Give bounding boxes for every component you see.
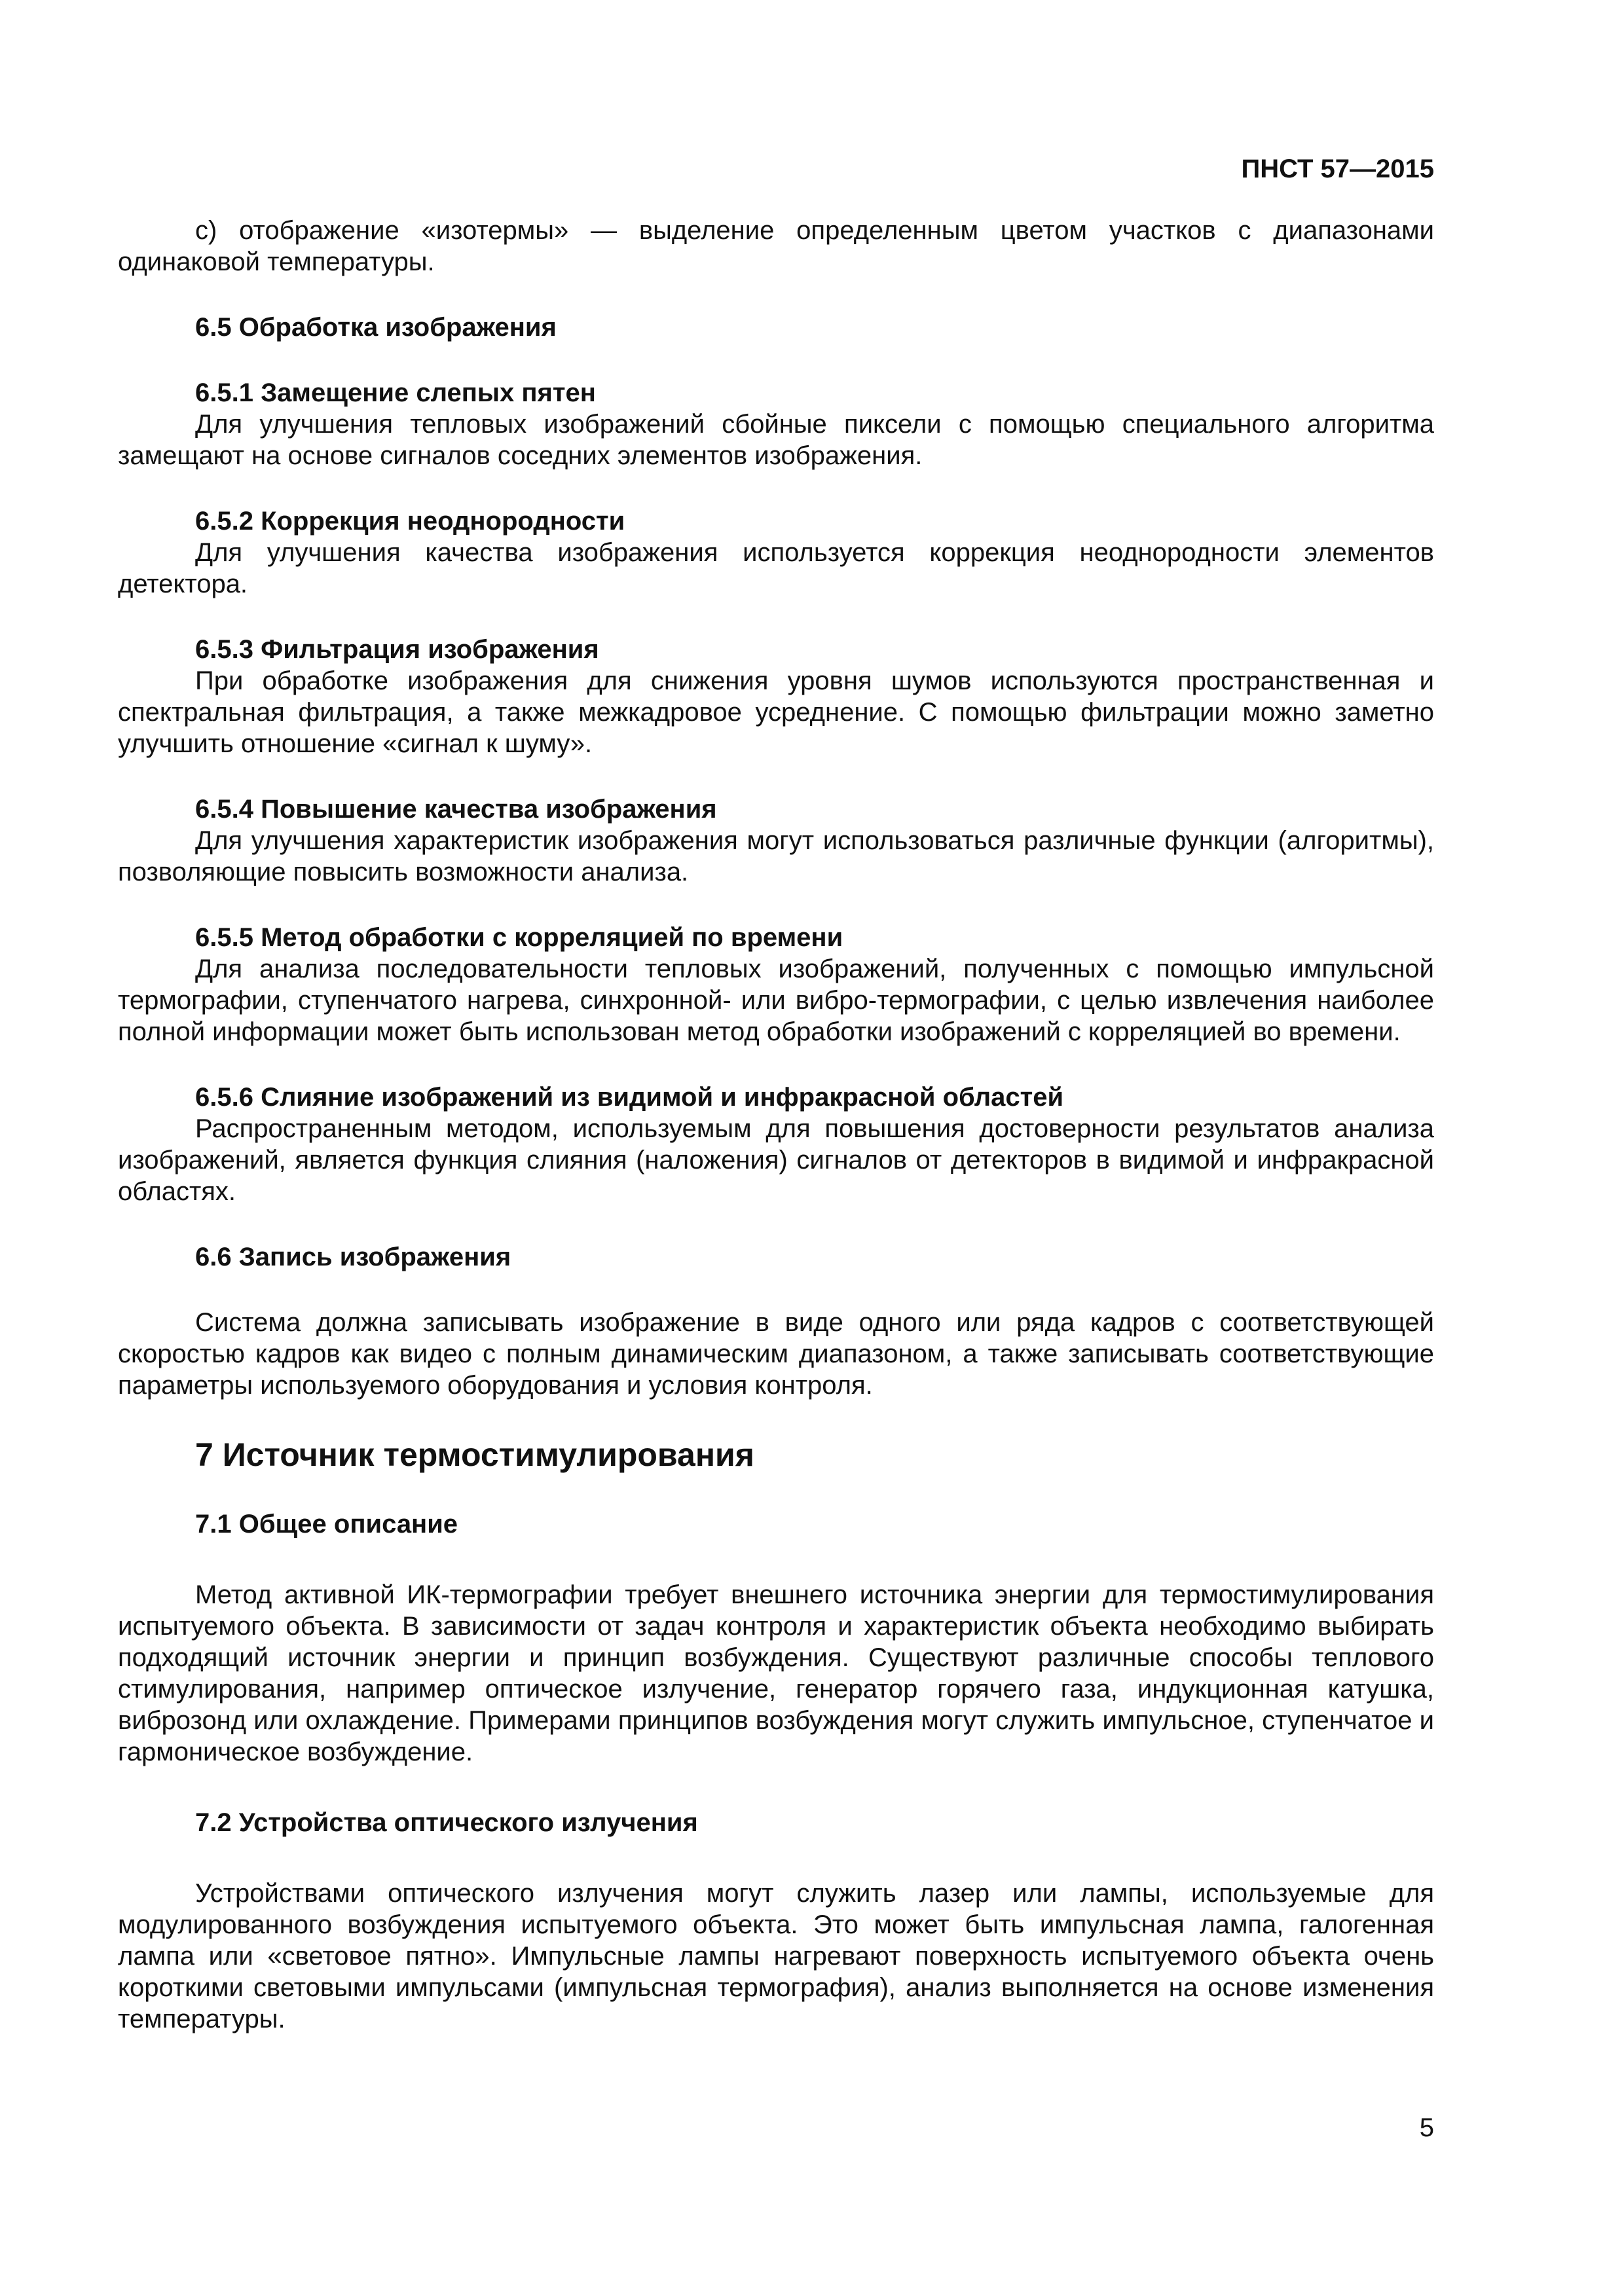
section-heading-6-5: 6.5 Обработка изображения bbox=[195, 313, 557, 342]
section-heading-6-5-1: 6.5.1 Замещение слепых пятен bbox=[195, 378, 596, 407]
document-id-header: ПНСТ 57—2015 bbox=[1241, 155, 1434, 183]
paragraph-6-5-6: Распространенным методом, используемым для повышения достоверности результатов анализа изображений, является функция слияния (наложения) сигналов от детекторов в видимой и инфракрасной областях. bbox=[118, 1114, 1434, 1206]
paragraph-7-2: Устройствами оптического излучения могут служить лазер или лампы, используемые для модулированного возбуждения испытуемого объекта. Это может быть импульсная лампа, галогенная лампа или «световое пятно». Импульсные лампы нагревают поверхность испытуемого объекта очень короткими световыми импульсами (импульсная термография), анализ выполняется на основе изменения температуры. bbox=[118, 1879, 1434, 2033]
section-heading-6-5-4: 6.5.4 Повышение качества изображения bbox=[195, 795, 717, 824]
section-heading-6-6: 6.6 Запись изображения bbox=[195, 1243, 511, 1271]
section-heading-6-5-2: 6.5.2 Коррекция неоднородности bbox=[195, 507, 625, 536]
list-item-c: c) отображение «изотермы» — выделение определенным цветом участков с диапазонами одинаковой температуры. bbox=[118, 216, 1434, 276]
section-heading-6-5-3: 6.5.3 Фильтрация изображения bbox=[195, 635, 599, 664]
document-body bbox=[118, 215, 1434, 2035]
paragraph-6-6: Система должна записывать изображение в виде одного или ряда кадров с соответствующей скоростью кадров как видео с полным динамическим диапазоном, а также записывать соответствующие параметры используемого оборудования и условия контроля. bbox=[118, 1308, 1434, 1400]
section-heading-6-5-5: 6.5.5 Метод обработки с корреляцией по времени bbox=[195, 923, 843, 952]
paragraph-6-5-3: При обработке изображения для снижения уровня шумов используются пространственная и спектральная фильтрация, а также межкадровое усреднение. С помощью фильтрации можно заметно улучшить отношение «сигнал к шуму». bbox=[118, 666, 1434, 758]
paragraph-6-5-5: Для анализа последовательности тепловых изображений, полученных с помощью импульсной термографии, ступенчатого нагрева, синхронной- или вибро-термографии, с целью извлечения наиболее полной информации может быть использован метод обработки изображений с корреляцией во времени. bbox=[118, 955, 1434, 1046]
section-heading-7-1: 7.1 Общее описание bbox=[195, 1510, 458, 1539]
paragraph-6-5-4: Для улучшения характеристик изображения могут использоваться различные функции (алгоритмы), позволяющие повысить возможности анализа. bbox=[118, 826, 1434, 886]
paragraph-7-1: Метод активной ИК-термографии требует внешнего источника энергии для термостимулирования испытуемого объекта. В зависимости от задач контроля и характеристик объекта необходимо выбирать подходящий источник энергии и принцип возбуждения. Существуют различные способы теплового стимулирования, например оптическое излучение, генератор горячего газа, индукционная катушка, виброзонд или охлаждение. Примерами принципов возбуждения могут служить импульсное, ступенчатое и гармоническое возбуждение. bbox=[118, 1580, 1434, 1766]
paragraph-6-5-1: Для улучшения тепловых изображений сбойные пиксели с помощью специального алгоритма замещают на основе сигналов соседних элементов изображения. bbox=[118, 410, 1434, 470]
paragraph-6-5-2: Для улучшения качества изображения используется коррекция неоднородности элементов детектора. bbox=[118, 538, 1434, 598]
page-number: 5 bbox=[1419, 2113, 1434, 2142]
section-heading-7-2: 7.2 Устройства оптического излучения bbox=[195, 1808, 698, 1837]
document-page bbox=[118, 0, 1434, 2296]
chapter-heading-7: 7 Источник термостимулирования bbox=[195, 1436, 754, 1473]
section-heading-6-5-6: 6.5.6 Слияние изображений из видимой и инфракрасной областей bbox=[195, 1083, 1064, 1112]
